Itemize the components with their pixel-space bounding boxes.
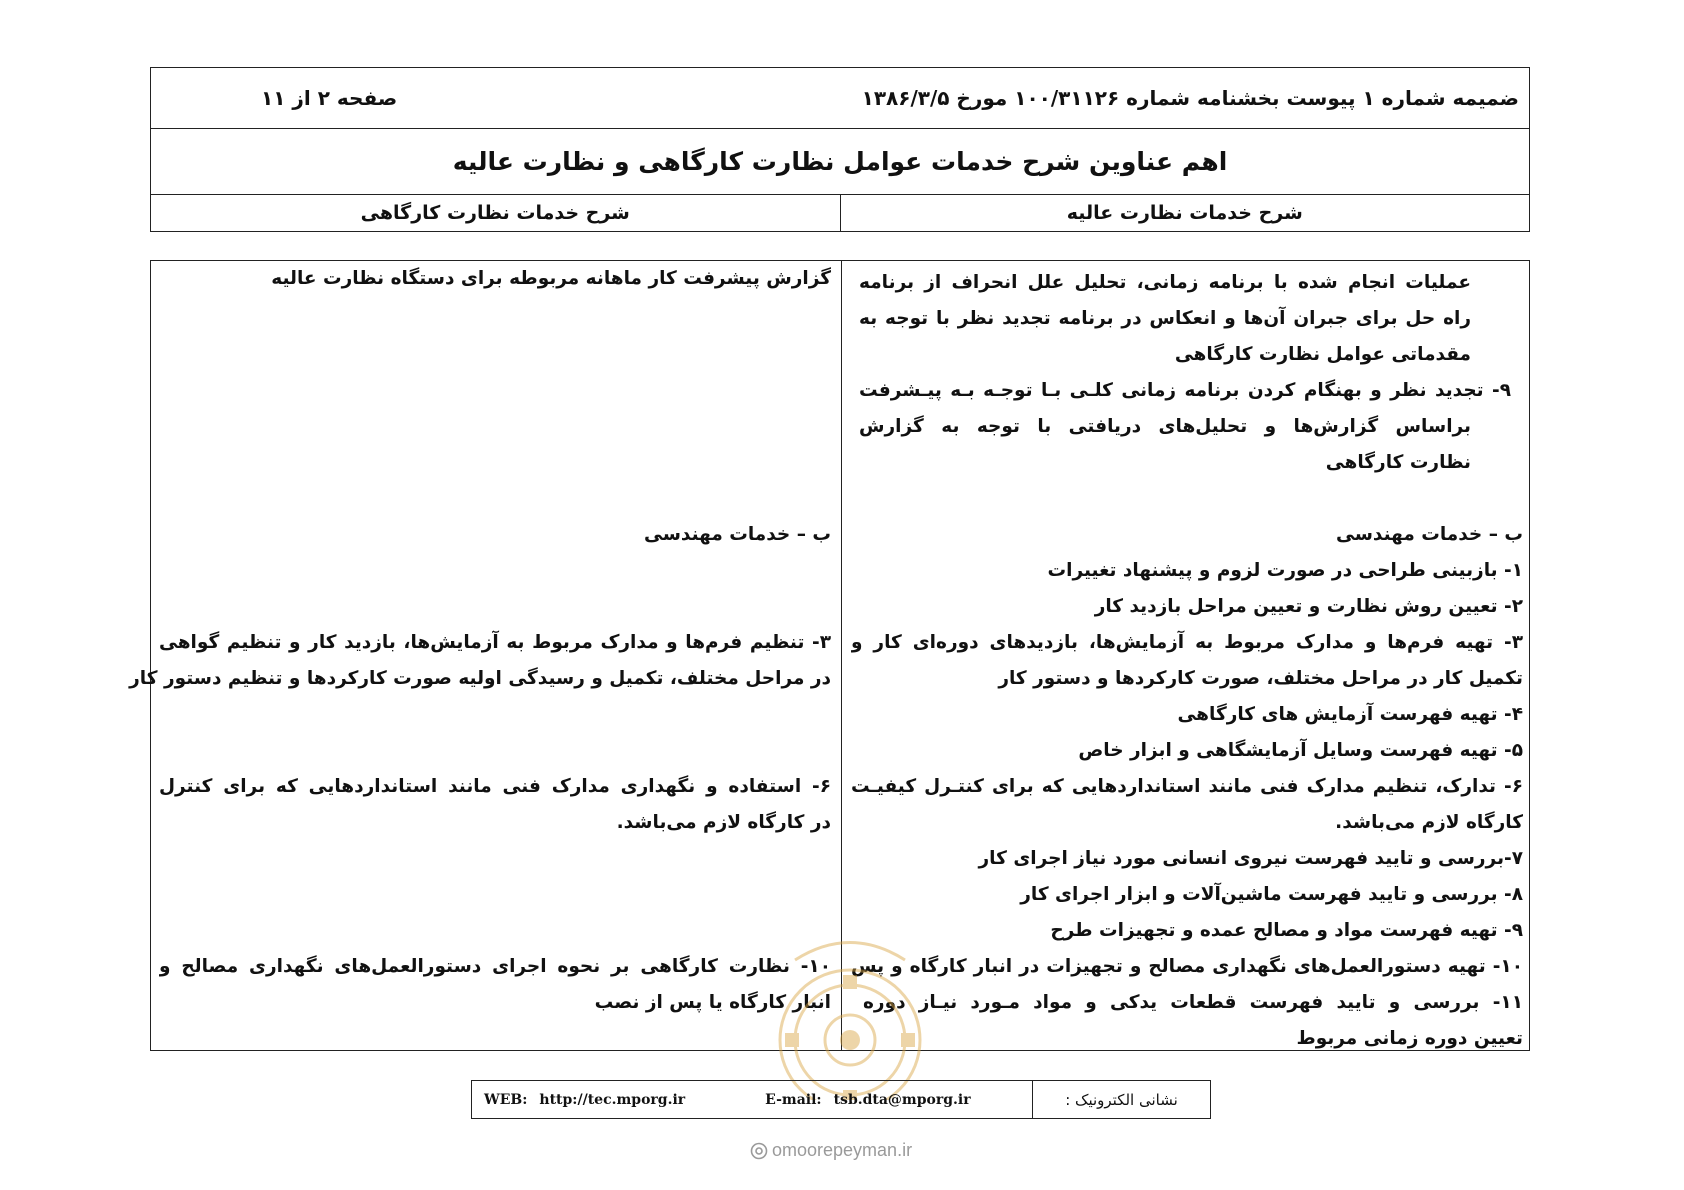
text-line: براساس گزارش‌ها و تحلیل‌های دریافتی با توجه به گزارش: [859, 416, 1471, 437]
page-number: صفحه ۲ از ۱۱: [261, 86, 398, 110]
site-credit: [750, 1140, 912, 1161]
text-line: ۳- تهیه فرم‌ها و مدارک مربوط به آزمایش‌ها، بازدیدهای دوره‌ای کار و: [851, 632, 1523, 653]
text-line: مقدماتی عوامل نظارت کارگاهی: [1174, 344, 1471, 365]
web-label: WEB:: [484, 1091, 528, 1108]
text-line: ۲- تعیین روش نظارت و تعیین مراحل بازدید کار: [1094, 596, 1523, 617]
text-line: ۱۰- نظارت کارگاهی بر نحوه اجرای دستورالعمل‌های نگهداری مصالح و: [159, 956, 831, 977]
text-line: تعیین دوره زمانی مربوط: [1296, 1028, 1523, 1049]
column-header-supervision-site: شرح خدمات نظارت کارگاهی: [360, 202, 630, 224]
text-line: ۳- تنظیم فرم‌ها و مدارک مربوط به آزمایش‌ها، بازدید کار و تنظیم گواهی: [159, 632, 831, 653]
text-line: ۹- تجدید نظر و بهنگام کردن برنامه زمانی کلـی بـا توجـه بـه پیـشرفت: [859, 380, 1511, 401]
web-link[interactable]: http://tec.mporg.ir: [539, 1091, 686, 1108]
text-line: ۶- استفاده و نگهداری مدارک فنی مانند استانداردهایی که برای کنترل: [159, 776, 831, 797]
text-line: ۱۱- بررسی و تایید فهرست قطعات یدکی و مواد مـورد نیـاز دوره: [863, 992, 1523, 1013]
text-line: در مراحل مختلف، تکمیل و رسیدگی اولیه صورت کارکردها و تنظیم دستور کار: [129, 668, 831, 689]
text-line: ۱- بازبینی طراحی در صورت لزوم و پیشنهاد تغییرات: [1047, 560, 1523, 581]
text-line: ۶- تدارک، تنظیم مدارک فنی مانند استانداردهایی که برای کنتـرل کیفیـت: [851, 776, 1523, 797]
email-link[interactable]: tsb.dta@mporg.ir: [833, 1091, 971, 1108]
text-line: در کارگاه لازم می‌باشد.: [616, 812, 831, 833]
column-header-supervision-high: شرح خدمات نظارت عالیه: [840, 195, 1530, 231]
text-line: ۷-بررسی و تایید فهرست نیروی انسانی مورد نیاز اجرای کار: [978, 848, 1523, 869]
text-line: گزارش پیشرفت کار ماهانه مربوطه برای دستگاه نظارت عالیه: [271, 268, 831, 289]
text-line: نظارت کارگاهی: [1325, 452, 1471, 473]
electronic-address-label: نشانی الکترونیک :: [1065, 1090, 1178, 1109]
seal-watermark-icon: [735, 930, 965, 1100]
section-heading: ب – خدمات مهندسی: [1336, 524, 1523, 545]
text-line: انبار کارگاه یا پس از نصب: [594, 992, 831, 1013]
footer-links: [472, 1081, 1033, 1118]
text-line: ۵- تهیه فهرست وسایل آزمایشگاهی و ابزار خاص: [1078, 740, 1523, 761]
credit-text: omoorepeyman.ir: [772, 1140, 913, 1160]
text-line: تکمیل کار در مراحل مختلف، صورت کارکردها و دستور کار: [998, 668, 1523, 689]
text-line: راه حل برای جبران آن‌ها و انعکاس در برنامه تجدید نظر با توجه به: [859, 308, 1471, 329]
circular-reference: ضمیمه شماره ۱ پیوست بخشنامه شماره ۱۰۰/۳۱۱۲۶ مورخ ۱۳۸۶/۳/۵: [861, 86, 1519, 110]
text-line: ۱۰- تهیه دستورالعمل‌های نگهداری مصالح و تجهیزات در انبار کارگاه و پس: [851, 956, 1523, 977]
text-line: ۸- بررسی و تایید فهرست ماشین‌آلات و ابزار اجرای کار: [1020, 884, 1523, 905]
email-label: E-mail:: [765, 1091, 822, 1108]
document-header: [150, 67, 1530, 129]
text-line: ۹- تهیه فهرست مواد و مصالح عمده و تجهیزات طرح: [1050, 920, 1523, 941]
section-heading: ب – خدمات مهندسی: [644, 524, 831, 545]
at-sign-icon: [750, 1142, 768, 1160]
text-line: عملیات انجام شده با برنامه زمانی، تحلیل علل انحراف از برنامه: [859, 272, 1471, 293]
column-headers: [150, 194, 1530, 232]
text-line: ۴- تهیه فهرست آزمایش های کارگاهی: [1177, 704, 1523, 725]
contact-footer: [471, 1080, 1211, 1119]
document-title: اهم عناوین شرح خدمات عوامل نظارت کارگاهی و نظارت عالیه: [150, 128, 1530, 195]
text-line: کارگاه لازم می‌باشد.: [1335, 812, 1523, 833]
